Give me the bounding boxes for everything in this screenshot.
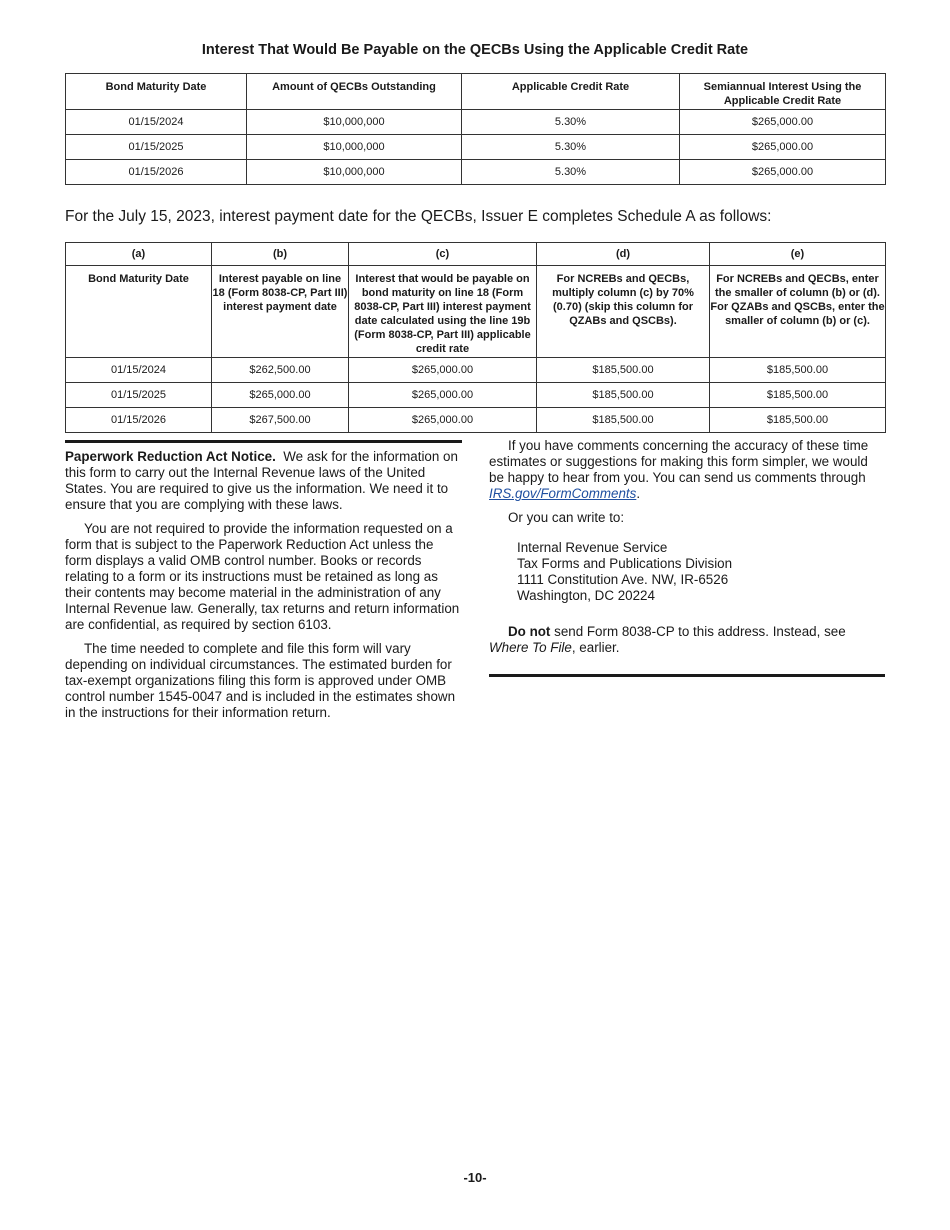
comments-paragraph: If you have comments concerning the accuracy of these time estimates or suggestions for making this form simpler, we would be happy to hear from you. You can send us comments through IRS.gov/FormComments. [489, 438, 869, 501]
header-semiannual-interest: Semiannual Interest Using the Applicable Credit Rate [680, 74, 886, 110]
notice-p1-text: We ask for the information on this form to carry out the Internal Revenue laws of the United States. You are required to give us the information. We need it to ensure that you are complying with these laws. [65, 449, 458, 512]
cell: $10,000,000 [247, 110, 462, 135]
section-divider [489, 674, 885, 677]
address-line: Washington, DC 20224 [517, 588, 655, 603]
col-letter-e: (e) [710, 243, 886, 266]
table-row [66, 110, 886, 135]
cell: $185,500.00 [710, 408, 886, 433]
cell: 01/15/2025 [66, 383, 212, 408]
cell: $185,500.00 [537, 383, 710, 408]
page-number: -10- [463, 1170, 487, 1185]
schedule-a-lead-text: For the July 15, 2023, interest payment date for the QECBs, Issuer E completes Schedule A as follows: [65, 208, 772, 225]
table-row [66, 160, 886, 185]
cell: $10,000,000 [247, 135, 462, 160]
table-row [66, 383, 886, 408]
table-row [66, 358, 886, 383]
header-b: Interest payable on line 18 (Form 8038-CP, Part III) interest payment date [212, 266, 349, 358]
header-applicable-credit-rate: Applicable Credit Rate [462, 74, 680, 110]
cell: 5.30% [462, 135, 680, 160]
cell: $265,000.00 [680, 110, 886, 135]
where-to-file-ref: Where To File [489, 640, 572, 655]
cell: 01/15/2024 [66, 358, 212, 383]
schedule-a-table [65, 242, 886, 433]
notice-heading: Paperwork Reduction Act Notice. [65, 449, 276, 464]
cell: 01/15/2026 [66, 408, 212, 433]
notice-paragraph-2: You are not required to provide the information requested on a form that is subject to the Paperwork Reduction Act unless the form displays a valid OMB control number. Books or records relating to a form or its instructions must be retained as long as their contents may become material in the administration of any Internal Revenue law. Generally, tax returns and return information are confidential, as required by section 6103. [65, 521, 460, 632]
cell: $265,000.00 [680, 135, 886, 160]
cell: $185,500.00 [537, 408, 710, 433]
col-letter-a: (a) [66, 243, 212, 266]
do-not-text: send Form 8038-CP to this address. Instead, see [554, 624, 846, 639]
credit-rate-table [65, 73, 886, 185]
cell: 5.30% [462, 160, 680, 185]
cell: $265,000.00 [680, 160, 886, 185]
address-line: 1111 Constitution Ave. NW, IR-6526 [517, 572, 729, 587]
notice-paragraph-1 [65, 449, 462, 513]
cell: $185,500.00 [537, 358, 710, 383]
header-bond-maturity-date: Bond Maturity Date [66, 74, 247, 110]
cell: $185,500.00 [710, 383, 886, 408]
cell: 01/15/2026 [66, 160, 247, 185]
cell: 01/15/2025 [66, 135, 247, 160]
cell: $265,000.00 [349, 358, 537, 383]
address-line: Tax Forms and Publications Division [517, 556, 733, 571]
table-row [66, 135, 886, 160]
cell: 01/15/2024 [66, 110, 247, 135]
do-not-send-paragraph [489, 624, 885, 656]
table-row [66, 408, 886, 433]
col-letter-b: (b) [212, 243, 349, 266]
header-d: For NCREBs and QECBs, multiply column (c) by 70% (0.70) (skip this column for QZABs and QSCBs). [537, 266, 710, 358]
address-line: Internal Revenue Service [517, 540, 668, 555]
col-letter-c: (c) [349, 243, 537, 266]
cell: $267,500.00 [212, 408, 349, 433]
column-letter-row [66, 243, 886, 266]
cell: $265,000.00 [349, 383, 537, 408]
table1-title: Interest That Would Be Payable on the QECBs Using the Applicable Credit Rate [201, 42, 749, 58]
write-to-text: Or you can write to: [508, 510, 625, 525]
table-header-row [66, 74, 886, 110]
cell: $185,500.00 [710, 358, 886, 383]
cell: $265,000.00 [349, 408, 537, 433]
do-not-bold: Do not [508, 624, 551, 639]
notice-paragraph-3: The time needed to complete and file this form will vary depending on individual circumstances. The estimated burden for tax-exempt organizations filing this form is approved under OMB control number 1545-0047 and is included in the estimates shown in the instructions for their information return. [65, 641, 456, 720]
do-not-end: , earlier. [571, 640, 620, 655]
cell: $265,000.00 [212, 383, 349, 408]
col-letter-d: (d) [537, 243, 710, 266]
comments-column [489, 438, 885, 677]
form-comments-link[interactable]: IRS.gov/FormComments [489, 486, 637, 501]
cell: $10,000,000 [247, 160, 462, 185]
header-c: Interest that would be payable on bond maturity on line 18 (Form 8038-CP, Part III) interest payment date calculated using the line 19b (Form 8038-CP, Part III) applicable credit rate [349, 266, 537, 358]
table-header-row [66, 266, 886, 358]
paperwork-notice-column [65, 440, 462, 729]
comments-text: If you have comments concerning the accuracy of these time estimates or suggestions for making this form simpler, we would be happy to hear from you. You can send us comments through [489, 438, 869, 485]
mailing-address [517, 540, 885, 604]
header-amount-outstanding: Amount of QECBs Outstanding [247, 74, 462, 110]
cell: $262,500.00 [212, 358, 349, 383]
header-a: Bond Maturity Date [66, 266, 212, 358]
cell: 5.30% [462, 110, 680, 135]
header-e: For NCREBs and QECBs, enter the smaller of column (b) or (d). For QZABs and QSCBs, enter the smaller of column (b) or (c). [710, 266, 886, 358]
